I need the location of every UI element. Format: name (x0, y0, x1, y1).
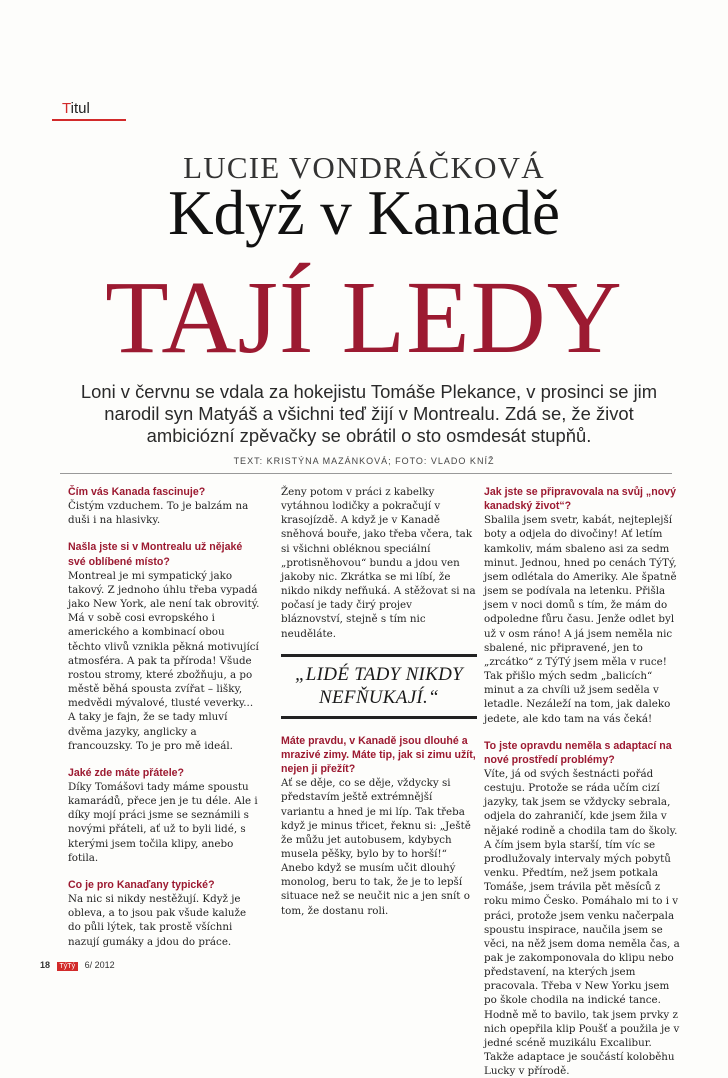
answer-continued: Ženy potom v práci z kabelky vytáhnou lodičky a pokračují v krasojízdě. A když je v Kanadě sněhová bouře, jako třeba včera, tak si všichni obléknou speciální „protisněhovou“ bundu a jdou ven jakoby nic. Zkrátka se mi líbí, že nikdo nikdy nefňuká. A stěžovat si na počasí je tady čirý projev bláznovství, stejně s tím nic neuděláte. (281, 486, 476, 640)
column-1 (68, 485, 260, 949)
question: Máte pravdu, v Kanadě jsou dlouhé a mrazivé zimy. Máte tip, jak si zimu užít, nejen ji přežít? (281, 734, 476, 776)
article-headline-big: TAJÍ LEDY (105, 260, 623, 375)
question: Čím vás Kanada fascinuje? (68, 486, 206, 498)
article-lead: Loni v červnu se vdala za hokejistu Tomáše Plekance, v prosinci se jim narodil syn Matyáš a všichni teď žijí v Montrealu. Zdá se, že život ambiciózní zpěvačky se obrátil o sto osmdesát stupňů. (80, 381, 658, 446)
column-3 (484, 485, 680, 1078)
section-rule (52, 119, 126, 121)
answer: Díky Tomášovi tady máme spoustu kamarádů, přece jen je tu déle. Ale i díky mojí práci jsme se seznámili s novými přáteli, ať už to byli lidé, s kterými jsem točila klipy, anebo fotila. (68, 780, 258, 864)
credits-divider (60, 473, 672, 474)
column-2 (281, 485, 477, 931)
answer: Víte, já od svých šestnácti pořád cestuju. Protože se ráda učím cizí jazyky, tak jsem se vždycky sebrala, odjela do zahraničí, kde jsem žila v nějaké rodině a chodila tam do školy. A čím jsem byla starší, tím víc se prodlužovaly intervaly mých pobytů venku. Předtím, než jsem potkala Tomáše, jsem trávila pět měsíců z roku mimo Česko. Pomáhalo mi to i v práci, protože jsem venku načerpala spoustu inspirace, naučila jsem se věci, na něž jsem doma neměla čas, a pak je zakomponovala do klipu nebo představení, na kterých jsem pracovala. Třeba v New Yorku jsem po škole chodila na indické tance. Hodně mě to bavilo, tak jsem prvky z nich opepřila klip Poušť a použila je v jedné scéně muzikálu Excalibur. Takže adaptace je součástí koloběhu Lucky v přírodě. (484, 767, 680, 1078)
question: Našla jste si v Montrealu už nějaké své oblíbené místo? (68, 541, 243, 568)
answer: Sbalila jsem svetr, kabát, nejteplejší boty a odjela do divočiny! Ať letím kamkoliv, mám sbaleno asi za sedm minut. Jednou, hned po cenách TýTý, jsem odlétala do Ameriky. Ale špatně jsem se podívala na letenku. Přišla jsem v noci domů s tím, že mám do odpoledne fůru času. Jenže odlet byl už v osm ráno! A já jsem neměla nic sbalené, nic připravené, jen to „zrcátko“ z TýTý jsem měla v ruce! Tak přišlo mých sedm „balicích“ minut a za chvíli už jsem seděla v letadle. Nezáleží na tom, jak daleko jedete, ale kdo tam na vás čeká! (484, 514, 677, 725)
page-number: 18 (40, 960, 51, 970)
answer: Ať se děje, co se děje, vždycky si představím ještě extrémnější variantu a hned je mi líp. Tak třeba když je minus třicet, řeknu si: „Ještě že můžu jet autobusem, kdybych musela pěšky, bylo by to horší!“ Anebo když se musím učit dlouhý monolog, beru to tak, že je to lepší situace než se neučit nic a jen snít o tom, že dostanu roli. (281, 777, 471, 917)
issue-number: 6/ 2012 (84, 960, 115, 970)
pull-quote: „LIDÉ TADY NIKDY NEFŇUKAJÍ.“ (281, 654, 477, 719)
answer: Montreal je mi sympatický jako takový. Z jednoho úhlu třeba vypadá jako New York, ale není tak obrovitý. Má v sobě cosi evropského i amerického a kombinací obou těchto vlivů vznikla pěkná motivující atmosféra. A pak ta příroda! Všude rostou stromy, které zbožňuju, a po městě běhá spousta zvířat – lišky, medvědi mývalové, tlusté veverky... A taky je fajn, že se tady mluví dvěma jazyky, anglicky a francouzsky. To je pro mě ideál. (68, 569, 260, 752)
article-headline: Když v Kanadě (168, 178, 560, 248)
answer: Čistým vzduchem. To je balzám na duši i na hlasivky. (68, 500, 249, 527)
article-kicker: LUCIE VONDRÁČKOVÁ (183, 150, 545, 185)
answer: Na nic si nikdy nestěžují. Když je obleva, a to jsou pak všude kaluže do půli lýtek, tak prostě všíchni nazují gumáky a jdou do práce. (68, 893, 247, 948)
page-footer (40, 960, 115, 971)
section-label-rest: itul (70, 100, 90, 117)
section-label-initial: T (62, 100, 71, 117)
article-credits: TEXT: KRISTÝNA MAZÁNKOVÁ; FOTO: VLADO KNÍŽ (233, 456, 495, 466)
question: Co je pro Kanaďany typické? (68, 878, 215, 891)
magazine-logo: TýTý (57, 962, 79, 971)
question: Jak jste se připravovala na svůj „nový kanadský život“? (484, 486, 676, 513)
question: To jste opravdu neměla s adaptací na nové prostředí problémy? (484, 739, 672, 766)
section-label (62, 100, 90, 117)
question: Jaké zde máte přátele? (68, 766, 184, 779)
